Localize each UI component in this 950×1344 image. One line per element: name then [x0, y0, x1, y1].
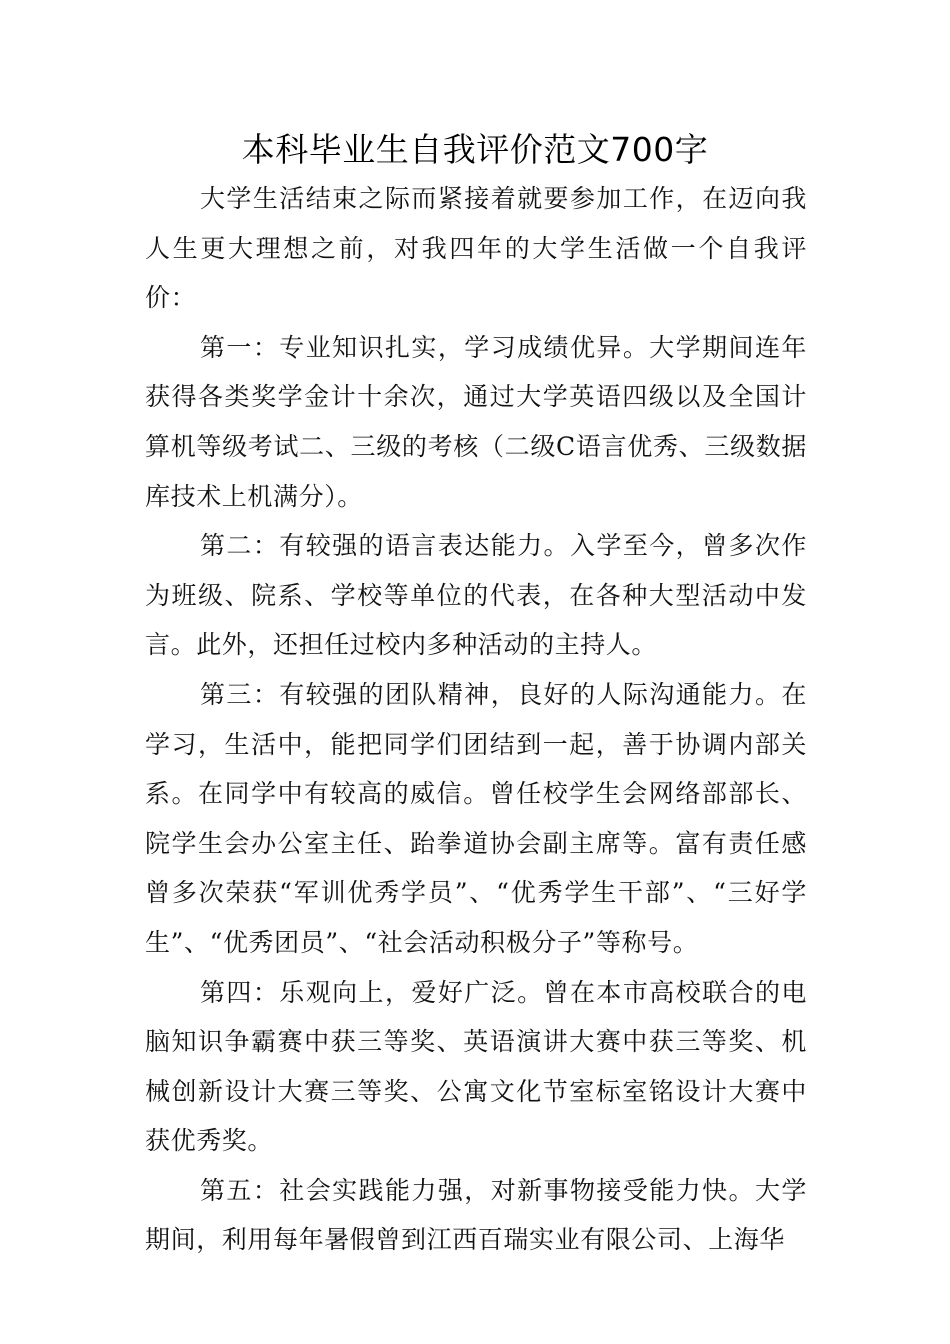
document-title: 本科毕业生自我评价范文700字 [241, 130, 709, 169]
paragraph-second: 第二：有较强的语言表达能力。入学至今，曾多次作为班级、院系、学校等单位的代表，在各种大型活动中发言。此外，还担任过校内多种活动的主持人。 [145, 531, 807, 660]
document-body [145, 174, 807, 1265]
paragraph-first: 第一：专业知识扎实，学习成绩优异。大学期间连年获得各类奖学金计十余次，通过大学英语四级以及全国计算机等级考试二、三级的考核（二级C语言优秀、三级数据库技术上机满分）。 [145, 332, 807, 511]
paragraph-intro: 大学生活结束之际而紧接着就要参加工作，在迈向我人生更大理想之前，对我四年的大学生活做一个自我评价： [145, 184, 807, 313]
paragraph-fifth: 第五：社会实践能力强，对新事物接受能力快。大学期间，利用每年暑假曾到江西百瑞实业有限公司、上海华 [145, 1175, 807, 1255]
paragraph-fourth: 第四：乐观向上，爱好广泛。曾在本市高校联合的电脑知识争霸赛中获三等奖、英语演讲大赛中获三等奖、机械创新设计大赛三等奖、公寓文化节室标室铭设计大赛中获优秀奖。 [145, 977, 807, 1156]
paragraph-third: 第三：有较强的团队精神，良好的人际沟通能力。在学习，生活中，能把同学们团结到一起，善于协调内部关系。在同学中有较高的威信。曾任校学生会网络部部长、院学生会办公室主任、跆拳道协会副主席等。富有责任感曾多次荣获“军训优秀学员”、“优秀学生干部”、“三好学生”、“优秀团员”、“社会活动积极分子”等称号。 [145, 679, 807, 957]
